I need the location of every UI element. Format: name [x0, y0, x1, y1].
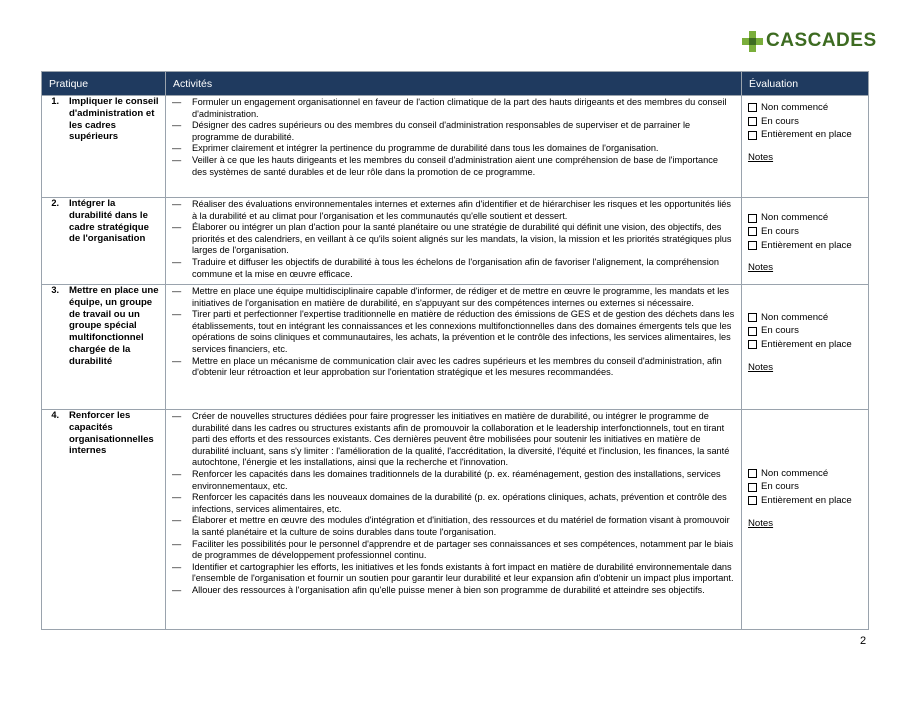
activity-item: — Exprimer clairement et intégrer la pertinence du programme de durabilité dans tous les domaines de l'organisation.	[172, 143, 735, 155]
status-option[interactable]	[748, 239, 864, 253]
activity-item: — Renforcer les capacités dans les domaines traditionnels de la durabilité (p. ex. réaménagement, gestion des installations, services environnementaux, etc.	[172, 469, 735, 492]
status-option[interactable]	[748, 311, 864, 325]
activities-cell	[166, 198, 742, 285]
activity-item: — Faciliter les possibilités pour le personnel d'apprendre et de partager ses connaissances et ses compétences, notamment par le biais de programmes de développement professionnel continu.	[172, 539, 735, 562]
activity-item: — Réaliser des évaluations environnementales internes et externes afin d'identifier et de hiérarchiser les risques et les opportunités liés à la durabilité et au climat pour l'organisation et les communautés qu'elle soutient et dessert.	[172, 199, 735, 222]
status-option-label: Non commencé	[761, 212, 829, 224]
assessment-table	[41, 71, 869, 630]
header-practice: Pratique	[42, 72, 166, 96]
status-option[interactable]	[748, 101, 864, 115]
status-option-label: Entièrement en place	[761, 494, 852, 506]
status-option-label: Non commencé	[761, 311, 829, 323]
practice-number: 4.	[51, 410, 59, 420]
activity-list	[172, 97, 735, 178]
activities-cell	[166, 285, 742, 410]
checkbox-icon[interactable]	[748, 340, 757, 349]
practice-number: 1.	[51, 96, 59, 106]
checkbox-icon[interactable]	[748, 496, 757, 505]
status-option-label: Entièrement en place	[761, 129, 852, 141]
status-option[interactable]	[748, 324, 864, 338]
practice-cell	[42, 410, 166, 630]
status-option[interactable]	[748, 128, 864, 142]
activity-item: — Traduire et diffuser les objectifs de durabilité à tous les échelons de l'organisation afin de favoriser l'alignement, la compréhension commune et la mise en œuvre efficace.	[172, 257, 735, 280]
status-option[interactable]	[748, 467, 864, 481]
status-option[interactable]	[748, 225, 864, 239]
activity-item: — Mettre en place un mécanisme de communication clair avec les cadres supérieurs et les membres du conseil d'administration, afin d'obtenir leur rétroaction et leur approbation sur l'orientation stratégique et les mesures recommandées.	[172, 356, 735, 379]
activity-item: — Tirer parti et perfectionner l'expertise traditionnelle en matière de réduction des émissions de GES et de gestion des déchets dans les établissements, tout en intégrant les connaissances et les connexions multifonctionnelles dans des domaines émergents tels que les opérations de soins cliniques et communautaires, les achats, la prévention et le contrôle des infections, les services alimentaires, les services financiers, etc.	[172, 309, 735, 355]
activity-item: — Désigner des cadres supérieurs ou des membres du conseil d'administration responsables de superviser et de parrainer le programme de durabilité.	[172, 120, 735, 143]
header-activities: Activités	[166, 72, 742, 96]
header-evaluation: Évaluation	[742, 72, 869, 96]
status-option-label: Entièrement en place	[761, 339, 852, 351]
logo-mark-icon	[742, 31, 763, 52]
status-option[interactable]	[748, 494, 864, 508]
status-option[interactable]	[748, 211, 864, 225]
evaluation-cell	[742, 410, 869, 630]
company-logo	[742, 30, 877, 52]
activity-item: — Mettre en place une équipe multidisciplinaire capable d'informer, de rédiger et de mettre en œuvre le programme, les mandats et les initiatives de l'organisation en matière de durabilité, en s'appuyant sur des compétences internes ou externes si nécessaire.	[172, 286, 735, 309]
status-option-label: En cours	[761, 226, 799, 238]
table-header-row	[42, 72, 869, 96]
checkbox-icon[interactable]	[748, 227, 757, 236]
logo-text: CASCADES	[766, 30, 877, 51]
checkbox-icon[interactable]	[748, 214, 757, 223]
table-row	[42, 198, 869, 285]
status-option[interactable]	[748, 338, 864, 352]
status-option-label: Entièrement en place	[761, 239, 852, 251]
activity-list	[172, 286, 735, 379]
activity-list	[172, 199, 735, 280]
table-row	[42, 410, 869, 630]
status-option-label: En cours	[761, 481, 799, 493]
evaluation-cell	[742, 285, 869, 410]
status-option[interactable]	[748, 115, 864, 129]
checkbox-icon[interactable]	[748, 469, 757, 478]
activity-item: — Renforcer les capacités dans les nouveaux domaines de la durabilité (p. ex. opérations cliniques, achats, prévention et contrôle des infections, services alimentaires, etc.	[172, 492, 735, 515]
practice-cell	[42, 198, 166, 285]
activity-list	[172, 411, 735, 597]
evaluation-cell	[742, 96, 869, 198]
activity-item: — Identifier et cartographier les efforts, les initiatives et les fonds existants à fort impact en matière de durabilité environnementale dans l'ensemble de l'organisation et fournir un soutien pour garantir leur durabilité et leur expansion afin d'obtenir un impact plus important.	[172, 562, 735, 585]
checkbox-icon[interactable]	[748, 117, 757, 126]
activity-item: — Élaborer et mettre en œuvre des modules d'intégration et d'initiation, des ressources et du matériel de formation visant à promouvoir la santé planétaire et la culture de soins durables dans toute l'organisation.	[172, 515, 735, 538]
notes-link[interactable]: Notes	[748, 152, 774, 164]
checkbox-icon[interactable]	[748, 103, 757, 112]
evaluation-cell	[742, 198, 869, 285]
activities-cell	[166, 96, 742, 198]
status-option[interactable]	[748, 480, 864, 494]
status-option-label: En cours	[761, 325, 799, 337]
status-option-label: Non commencé	[761, 467, 829, 479]
practice-number: 3.	[51, 285, 59, 295]
notes-link[interactable]: Notes	[748, 262, 774, 274]
activity-item: — Créer de nouvelles structures dédiées pour faire progresser les initiatives en matière de durabilité, ou intégrer le programme de durabilité dans les cadres ou structures existants afin de promouvoir la collaboration et le leadership interfonctionnels, tout en tirant parti des efforts et des ressources existants. Ces dernières peuvent être mobilisées pour soutenir les initiatives en matière de durabilité incluant, sans s'y limiter : l'amélioration de la qualité, l'accréditation, la diversité, l'équité et l'inclusion, les finances, la santé autochtone, l'énergie et les installations, ainsi que la recherche et l'innovation.	[172, 411, 735, 469]
activity-item: — Veiller à ce que les hauts dirigeants et les membres du conseil d'administration aient une compréhension de base de l'importance des systèmes de santé durables et de leur rôle dans la promotion de ce programme.	[172, 155, 735, 178]
practice-title: Mettre en place une équipe, un groupe de travail ou un groupe spécial multifonctionnel chargée de la durabilité	[69, 285, 159, 367]
status-option-label: Non commencé	[761, 102, 829, 114]
practice-title: Renforcer les capacités organisationnelles internes	[69, 410, 154, 457]
page-number: 2	[860, 635, 867, 647]
practice-title: Intégrer la durabilité dans le cadre stratégique de l'organisation	[69, 198, 149, 245]
checkbox-icon[interactable]	[748, 327, 757, 336]
checkbox-icon[interactable]	[748, 131, 757, 140]
practice-cell	[42, 285, 166, 410]
activity-item: — Élaborer ou intégrer un plan d'action pour la santé planétaire ou une stratégie de durabilité qui définit une vision, des objectifs, des priorités et des calendriers, en veillant à ce qu'ils soient alignés sur les mandats, la vision, la mission et les priorités stratégiques plus larges de l'organisation.	[172, 222, 735, 257]
table-row	[42, 285, 869, 410]
practice-number: 2.	[51, 198, 59, 208]
notes-link[interactable]: Notes	[748, 517, 774, 529]
activities-cell	[166, 410, 742, 630]
activity-item: — Formuler un engagement organisationnel en faveur de l'action climatique de la part des hauts dirigeants et des membres du conseil d'administration.	[172, 97, 735, 120]
notes-link[interactable]: Notes	[748, 361, 774, 373]
status-option-label: En cours	[761, 115, 799, 127]
checkbox-icon[interactable]	[748, 313, 757, 322]
practice-cell	[42, 96, 166, 198]
activity-item: — Allouer des ressources à l'organisation afin qu'elle puisse mener à bien son programme de durabilité et atteindre ses objectifs.	[172, 585, 735, 597]
checkbox-icon[interactable]	[748, 241, 757, 250]
practice-title: Impliquer le conseil d'administration et les cadres supérieurs	[69, 96, 159, 143]
checkbox-icon[interactable]	[748, 483, 757, 492]
table-row	[42, 96, 869, 198]
